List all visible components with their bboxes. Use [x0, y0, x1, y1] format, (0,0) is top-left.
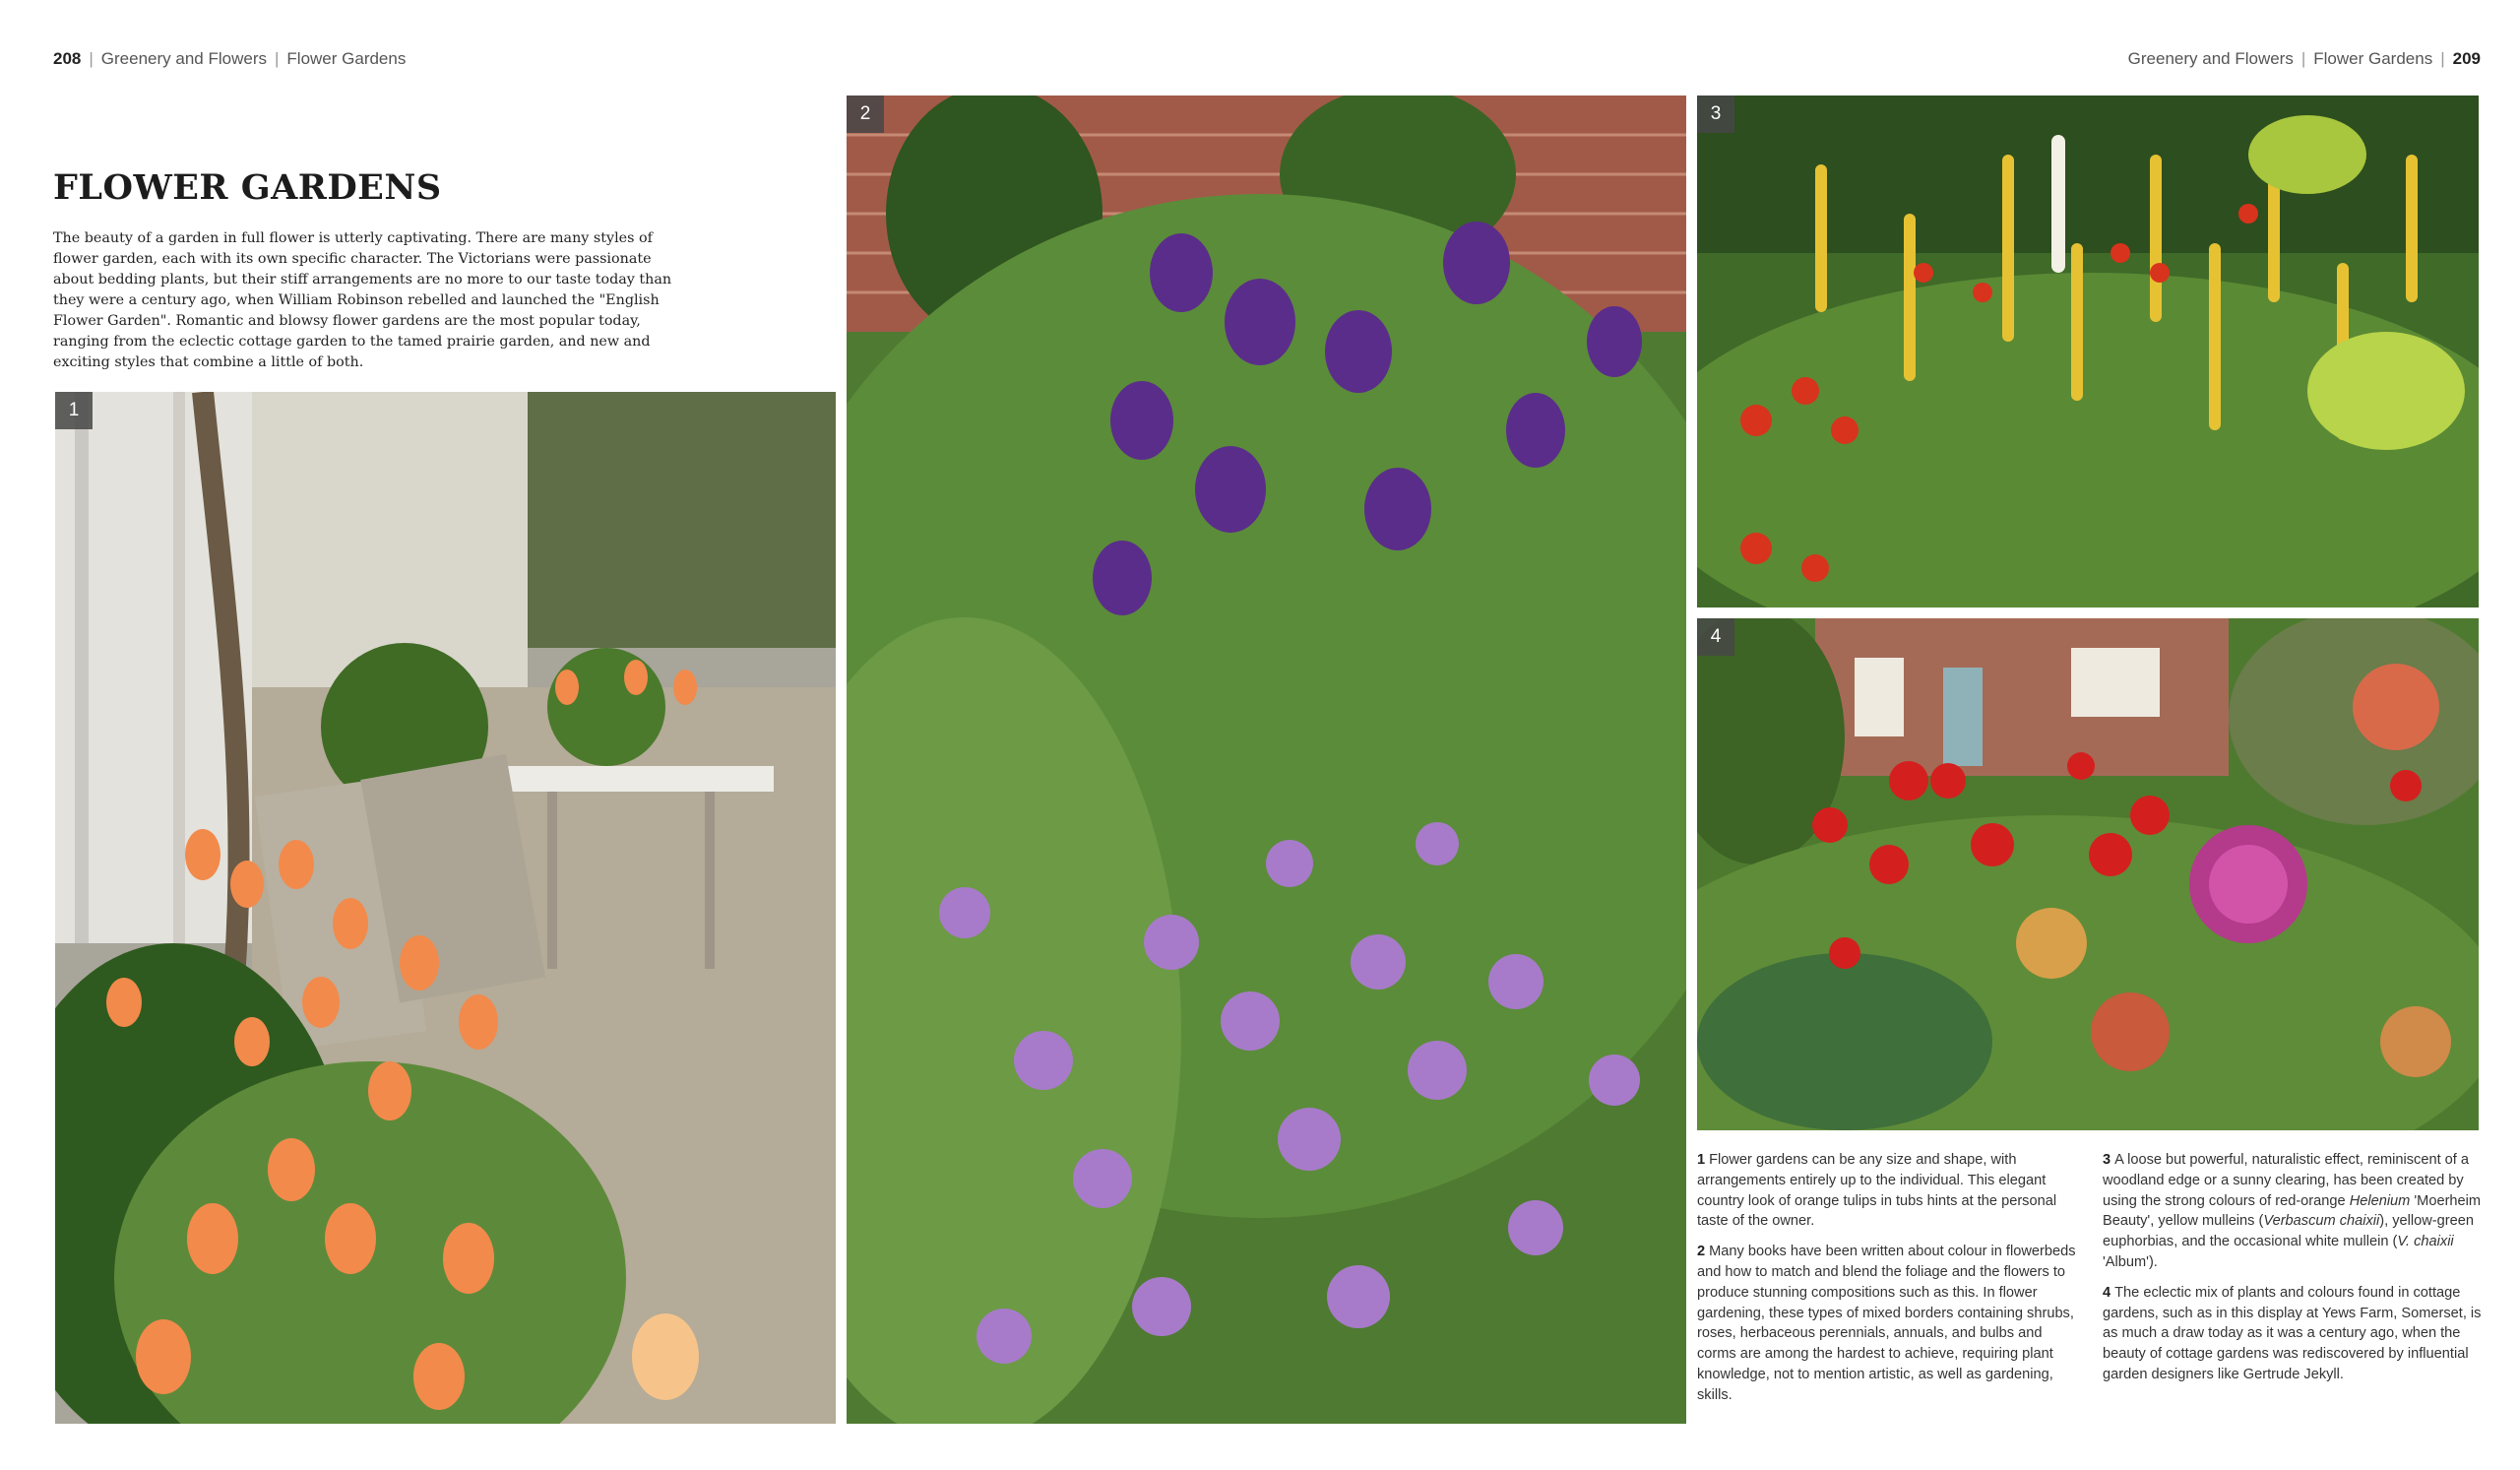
caption-2 — [1697, 1242, 2084, 1405]
running-head-right: Greenery and Flowers | Flower Gardens | 209 — [2127, 49, 2481, 68]
photo-1-illustration — [55, 392, 836, 1424]
chapter-name: Flower Gardens — [2313, 49, 2433, 68]
caption-text: ), yellow-green euphorbias, and the occasional white mullein ( — [2103, 1213, 2474, 1250]
caption-italic: Helenium — [2349, 1192, 2411, 1209]
photo-number-badge: 1 — [55, 392, 93, 429]
caption-italic: V. chaixii — [2397, 1234, 2454, 1250]
photo-number-badge: 2 — [847, 96, 884, 133]
section-name: Greenery and Flowers — [2127, 49, 2294, 68]
photo-iris-allium-border — [847, 96, 1686, 1424]
photo-4-illustration — [1697, 618, 2479, 1130]
page-number-left: 208 — [53, 49, 82, 68]
photo-courtyard-tulips — [55, 392, 836, 1424]
caption-4 — [2103, 1283, 2489, 1385]
chapter-name: Flower Gardens — [286, 49, 407, 68]
caption-number: 2 — [1697, 1244, 1706, 1260]
caption-text: 'Moerheim Beauty', yellow mulleins ( — [2103, 1192, 2482, 1230]
caption-text: A loose but powerful, naturalistic effect, reminiscent of a woodland edge or a sunny clearing, has been created by using the strong colours of red-orange — [2103, 1152, 2470, 1209]
caption-1 — [1697, 1150, 2084, 1232]
captions-column-right — [2103, 1150, 2489, 1395]
photo-2-illustration — [847, 96, 1686, 1424]
caption-text: The eclectic mix of plants and colours found in cottage gardens, such as in this display at Yews Farm, Somerset, is as much a draw today as it was a century ago, when the beauty of cottage gardens was rediscovered by influential garden designers like Gertrude Jekyll. — [2103, 1284, 2482, 1382]
caption-number: 1 — [1697, 1152, 1706, 1168]
running-head-left: 208 | Greenery and Flowers | Flower Gardens — [53, 49, 407, 68]
caption-text: 'Album'). — [2103, 1253, 2158, 1270]
photo-naturalistic-border — [1697, 96, 2479, 607]
caption-number: 3 — [2103, 1152, 2111, 1168]
caption-text: Flower gardens can be any size and shape, with arrangements entirely up to the individual. This elegant country look of orange tulips in tubs hints at the personal taste of the owner. — [1697, 1152, 2057, 1230]
intro-paragraph: The beauty of a garden in full flower is utterly captivating. There are many styles of flower garden, each with its own specific character. The Victorians were passionate about bedding plants, but their stiff arrangements are no more to our taste today than they were a century ago, when William Robinson rebelled and launched the "English Flower Garden". Romantic and blowsy flower gardens are the most popular today, ranging from the eclectic cottage garden to the tamed prairie garden, and new and exciting styles that combine a little of both. — [53, 230, 672, 370]
section-name: Greenery and Flowers — [100, 49, 267, 68]
caption-italic: Verbascum chaixii — [2263, 1213, 2380, 1230]
page-title: FLOWER GARDENS — [53, 167, 442, 208]
caption-text: Many books have been written about colour in flowerbeds and how to match and blend the foliage and the flowers to produce stunning compositions such as this. In flower gardening, these types of mixed borders containing shrubs, roses, herbaceous perennials, annuals, and bulbs and corms are among the hardest to achieve, requiring plant knowledge, not to mention artistic, as well as gardening, skills. — [1697, 1244, 2076, 1403]
photo-number-badge: 3 — [1697, 96, 1734, 133]
captions-column-left — [1697, 1150, 2084, 1416]
page-number-right: 209 — [2452, 49, 2481, 68]
caption-3 — [2103, 1150, 2489, 1273]
caption-number: 4 — [2103, 1284, 2111, 1301]
photo-cottage-garden — [1697, 618, 2479, 1130]
photo-number-badge: 4 — [1697, 618, 1734, 656]
photo-3-illustration — [1697, 96, 2479, 607]
